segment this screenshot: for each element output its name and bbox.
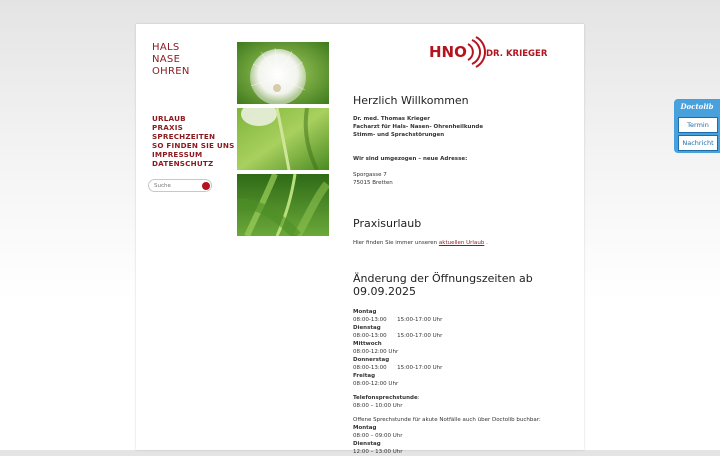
hours-section (353, 272, 573, 456)
specialty-line-1: Facharzt für Hals- Nasen- Ohrenheilkunde (353, 124, 484, 130)
search-submit-button[interactable] (202, 182, 210, 190)
hours-times: 08:00-13:00 15:00-17:00 Uhr (353, 317, 443, 323)
vacation-title: Praxisurlaub (353, 217, 422, 230)
tagline-hals: HALS (152, 42, 180, 53)
tagline-ohren: OHREN (152, 66, 190, 77)
sound-waves-icon (468, 37, 485, 67)
doctolib-nachricht-button[interactable]: Nachricht (678, 135, 718, 151)
photo-dandelion-stem (237, 108, 329, 170)
search-box (148, 179, 212, 192)
nav-item-datenschutz[interactable]: DATENSCHUTZ (152, 159, 214, 168)
doctolib-termin-button[interactable]: Termin (678, 117, 718, 133)
doctor-name: Dr. med. Thomas Krieger (353, 116, 430, 122)
page-container (136, 24, 584, 455)
hours-day: Freitag (353, 373, 376, 379)
hours-day: Montag (353, 309, 377, 315)
photo-dandelion-head (237, 42, 329, 104)
main-nav (152, 114, 234, 168)
phone-hours-label: Telefonsprechstunde (353, 395, 418, 401)
open-day: Montag (353, 425, 377, 431)
vacation-section (353, 217, 573, 247)
tagline-nase: NASE (152, 54, 181, 65)
address-street: Sporgasse 7 (353, 172, 387, 178)
nav-item-impressum[interactable]: IMPRESSUM (152, 150, 203, 159)
doctolib-widget (674, 99, 720, 153)
vacation-text (353, 239, 573, 247)
phone-hours-time: 08:00 – 10:00 Uhr (353, 403, 403, 409)
open-consultation-text: Offene Sprechstunde für akute Notfälle auch über Doctolib buchbar: (353, 417, 541, 423)
hours-day: Dienstag (353, 325, 381, 331)
specialty-line-2: Stimm- und Sprachstörungen (353, 132, 445, 138)
vacation-link[interactable]: aktuellen Urlaub (438, 240, 485, 246)
welcome-title: Herzlich Willkommen (353, 94, 469, 107)
hours-title: Änderung der Öffnungszeiten ab 09.09.2025 (353, 272, 533, 298)
nav-item-sprechzeiten[interactable]: SPRECHZEITEN (152, 132, 216, 141)
hno-logo[interactable] (429, 36, 551, 70)
hours-day: Mittwoch (353, 341, 382, 347)
hours-list (353, 308, 573, 456)
search-input[interactable] (154, 181, 199, 190)
arrow-right-icon (202, 189, 210, 197)
vacation-text-after: . (486, 240, 488, 246)
address-city: 75015 Bretten (353, 180, 393, 186)
nav-item-praxis[interactable]: PRAXIS (152, 123, 183, 132)
logo-hno-text: HNO (429, 43, 467, 61)
open-times: 08:00 – 09:00 Uhr (353, 433, 403, 439)
hours-times: 08:00-12:00 Uhr (353, 381, 399, 387)
nav-item-urlaub[interactable]: URLAUB (152, 114, 186, 123)
hours-day: Donnerstag (353, 357, 390, 363)
vacation-text-before: Hier finden Sie immer unseren (353, 240, 438, 246)
hours-times: 08:00-12:00 Uhr (353, 349, 399, 355)
open-times: 12:00 – 13:00 Uhr (353, 449, 403, 455)
moved-notice: Wir sind umgezogen – neue Adresse: (353, 156, 468, 162)
phone-hours-heading (353, 394, 573, 402)
welcome-section (353, 94, 573, 187)
nav-item-so-finden-sie-uns[interactable]: SO FINDEN SIE UNS (152, 141, 235, 150)
hours-times: 08:00-13:00 15:00-17:00 Uhr (353, 333, 443, 339)
doctolib-logo: Doctolib (680, 102, 714, 111)
hours-times: 08:00-13:00 15:00-17:00 Uhr (353, 365, 443, 371)
photo-grass (237, 174, 329, 236)
open-day: Dienstag (353, 441, 381, 447)
phone-hours-colon: : (417, 395, 420, 401)
logo-name-text: DR. KRIEGER (486, 49, 548, 59)
